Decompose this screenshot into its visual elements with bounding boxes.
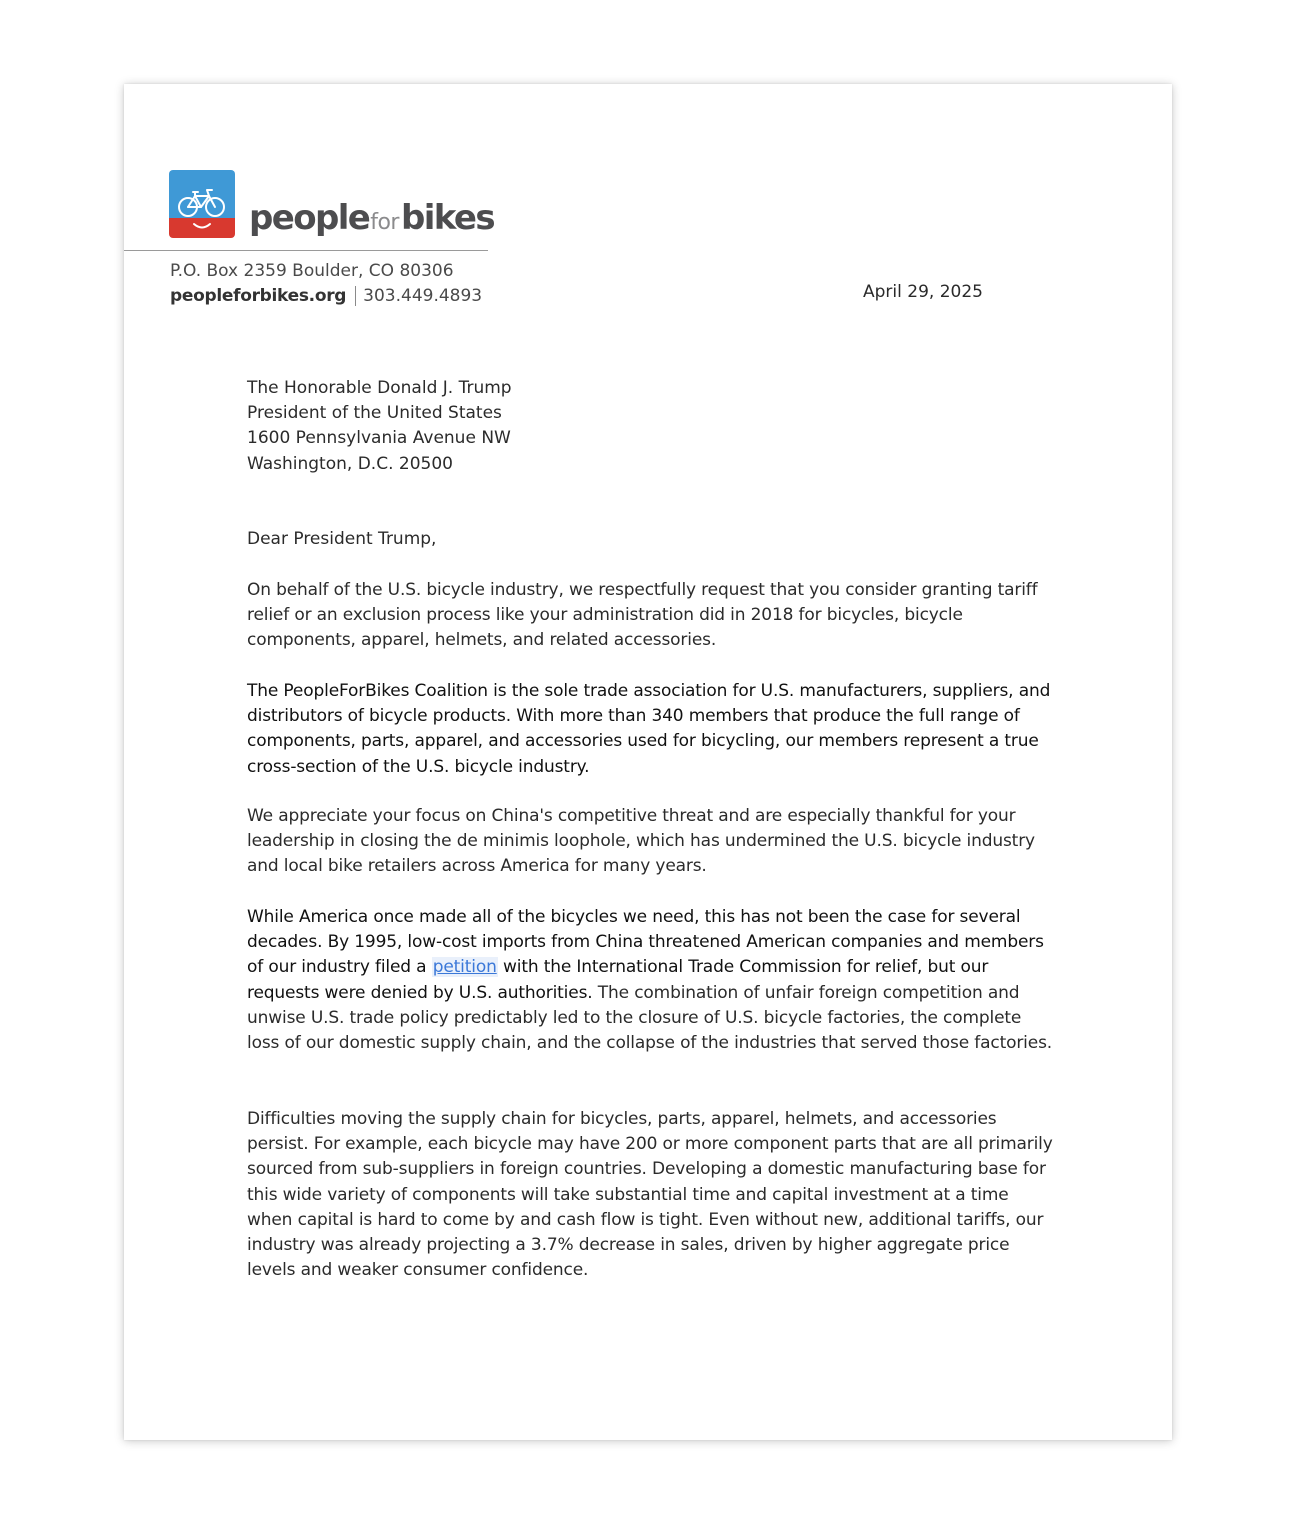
recipient-block bbox=[247, 376, 1057, 477]
recipient-line: 1600 Pennsylvania Avenue NW bbox=[247, 428, 511, 449]
paragraph-5 bbox=[247, 1107, 1057, 1283]
paragraph-4-part3: The combination of unfair foreign competition and unwise U.S. trade policy predictably led to the closure of U.S. bicycle factories, the complete loss of our domestic supply chain, and the collapse of the industries that served those factories. bbox=[247, 982, 1053, 1054]
bicycle-smile-icon bbox=[169, 170, 235, 238]
paragraph-3 bbox=[247, 804, 1057, 880]
salutation: Dear President Trump, bbox=[247, 529, 437, 549]
letter-date: April 29, 2025 bbox=[863, 282, 983, 302]
org-address: P.O. Box 2359 Boulder, CO 80306 bbox=[170, 261, 454, 281]
paragraph-4-part2: with the International Trade Commission for relief, but our requests were denied by U.S. authorities. bbox=[247, 957, 989, 1003]
paragraph-text bbox=[247, 905, 1057, 1056]
paragraph-text: We appreciate your focus on China's competitive threat and are especially thankful for your leadership in closing the de minimis loophole, which has undermined the U.S. bicycle industry and local bike retailers across America for many years. bbox=[247, 806, 1035, 877]
org-contact bbox=[170, 283, 482, 309]
letter-page bbox=[124, 84, 1172, 1440]
recipient-line: Washington, D.C. 20500 bbox=[247, 453, 453, 474]
org-wordmark bbox=[249, 198, 494, 243]
wordmark-for: for bbox=[370, 210, 399, 235]
org-phone: 303.449.4893 bbox=[363, 286, 483, 306]
paragraph-4-part1: While America once made all of the bicycles we need, this has not been the case for several decades. By 1995, low-cost imports from China threatened American companies and members of our industry filed a bbox=[247, 907, 1044, 978]
wordmark-bikes: bikes bbox=[400, 198, 494, 238]
org-website: peopleforbikes.org bbox=[170, 286, 347, 306]
contact-divider bbox=[355, 286, 356, 306]
paragraph-1 bbox=[247, 578, 1057, 654]
petition-link[interactable]: petition bbox=[432, 957, 497, 978]
paragraph-2 bbox=[247, 679, 1057, 780]
paragraph-4 bbox=[247, 905, 1057, 1056]
wordmark-people: people bbox=[249, 198, 370, 238]
paragraph-text: The PeopleForBikes Coalition is the sole trade association for U.S. manufacturers, suppliers, and distributors of bicycle products. With more than 340 members that produce the full range of components, parts, apparel, and accessories used for bicycling, our members represent a true cross-section of the U.S. bicycle industry. bbox=[247, 681, 1051, 777]
recipient-line: The Honorable Donald J. Trump bbox=[247, 378, 512, 398]
paragraph-text: On behalf of the U.S. bicycle industry, we respectfully request that you consider granting tariff relief or an exclusion process like your administration did in 2018 for bicycles, bicycle components, apparel, helmets, and related accessories. bbox=[247, 580, 1038, 651]
recipient-line: President of the United States bbox=[247, 403, 502, 424]
header-divider bbox=[124, 250, 488, 251]
paragraph-text: Difficulties moving the supply chain for bicycles, parts, apparel, helmets, and accessories persist. For example, each bicycle may have 200 or more component parts that are all primarily sourced from sub-suppliers in foreign countries. Developing a domestic manufacturing base for this wide variety of components will take substantial time and capital investment at a time when capital is hard to come by and cash flow is tight. Even without new, additional tariffs, our industry was already projecting a 3.7% decrease in sales, driven by higher aggregate price levels and weaker consumer confidence. bbox=[247, 1109, 1053, 1281]
